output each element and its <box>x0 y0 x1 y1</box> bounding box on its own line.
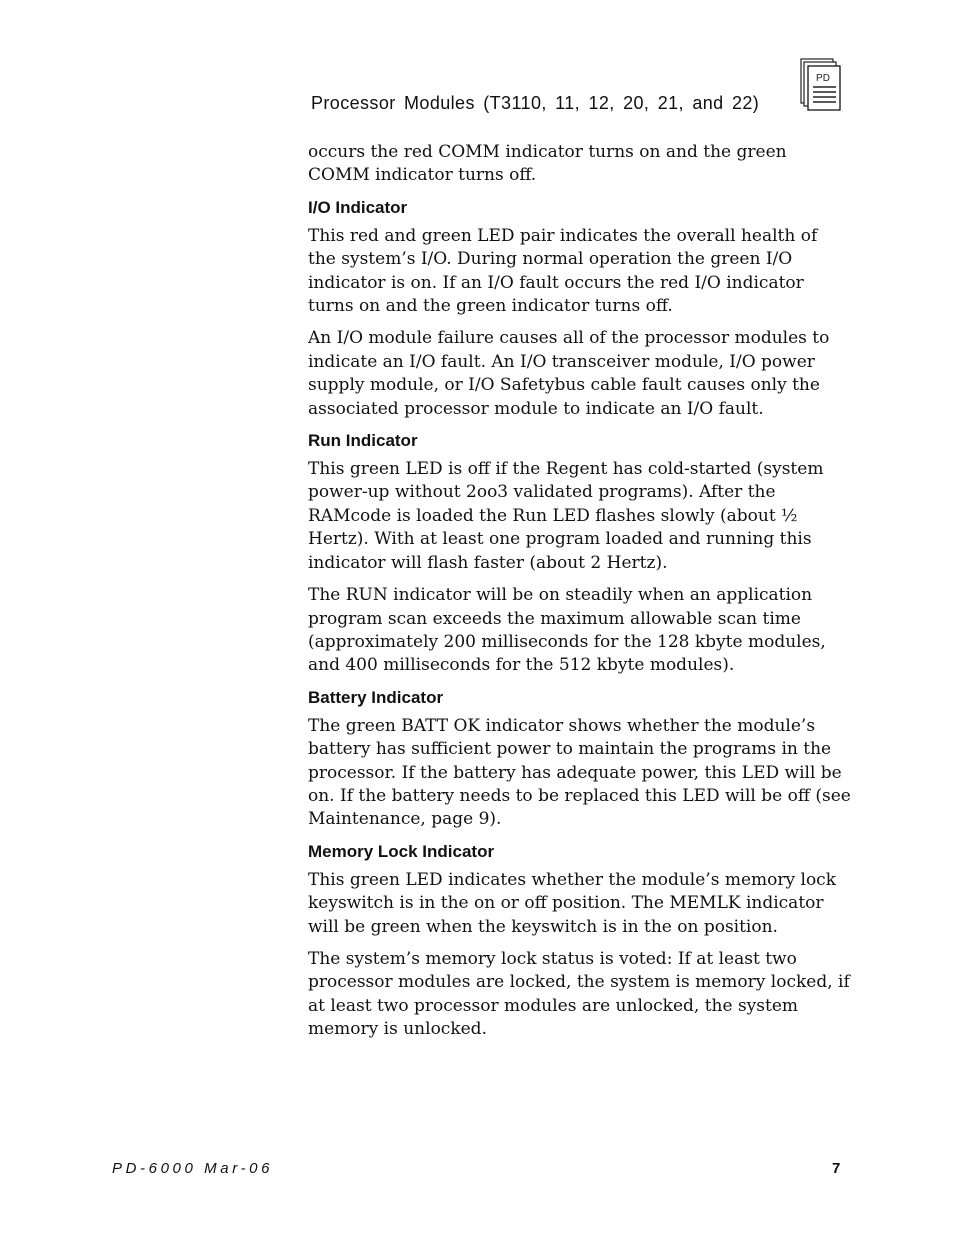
text-line: Hertz). With at least one program loaded and running this <box>308 529 812 550</box>
paragraph <box>308 715 851 832</box>
section-io-indicator <box>308 197 848 421</box>
text-line: processor modules are locked, the system is memory locked, if <box>308 972 850 993</box>
text-line: at least two processor modules are unlocked, the system <box>308 995 799 1016</box>
text-line: This green LED is off if the Regent has cold-started (system <box>308 459 824 480</box>
section-heading: Battery Indicator <box>308 687 444 707</box>
text-line: will be green when the keyswitch is in the on position. <box>308 916 778 937</box>
text-line: indicate an I/O fault. An I/O transceiver module, I/O power <box>308 351 815 372</box>
text-line: (approximately 200 milliseconds for the 128 kbyte modules, <box>308 631 826 652</box>
text-line: Maintenance, page 9). <box>308 809 502 830</box>
page-body <box>308 141 851 1051</box>
text-line: associated processor module to indicate an I/O fault. <box>308 398 764 419</box>
section-heading: I/O Indicator <box>308 197 408 217</box>
text-line: battery has sufficient power to maintain the programs in the <box>308 739 832 760</box>
text-line: An I/O module failure causes all of the processor modules to <box>308 328 830 349</box>
footer-doc-id: PD-6000 Mar-06 <box>112 1160 274 1177</box>
text-line: This green LED indicates whether the module’s memory lock <box>308 869 837 890</box>
text-line: on. If the battery needs to be replaced this LED will be off (see <box>308 785 851 806</box>
text-line: This red and green LED pair indicates the overall health of <box>308 225 818 246</box>
text-line: and 400 milliseconds for the 512 kbyte modules). <box>308 655 735 676</box>
paragraph <box>308 948 848 1042</box>
text-line: supply module, or I/O Safetybus cable fault causes only the <box>308 375 820 396</box>
paragraph <box>308 869 848 939</box>
text-line: keyswitch is in the on or off position. The MEMLK indicator <box>308 893 824 914</box>
page-header-title: Processor Modules (T3110, 11, 12, 20, 21, and 22) <box>311 93 760 113</box>
text-line: The system’s memory lock status is voted: If at least two <box>308 948 797 969</box>
text-line: The RUN indicator will be on steadily when an application <box>308 585 813 606</box>
text-line: power-up without 2oo3 validated programs). After the <box>308 482 776 503</box>
paragraph <box>308 327 848 421</box>
text-line: indicator will flash faster (about 2 Hertz). <box>308 552 668 573</box>
text-line: turns on and the green indicator turns off. <box>308 296 673 317</box>
section-heading: Run Indicator <box>308 431 418 451</box>
text-line: COMM indicator turns off. <box>308 165 537 186</box>
document-stack-icon <box>800 58 842 112</box>
text-line: processor. If the battery has adequate power, this LED will be <box>308 762 842 783</box>
text-line: occurs the red COMM indicator turns on and the green <box>308 142 787 162</box>
footer-page-number: 7 <box>832 1160 841 1177</box>
section-battery-indicator <box>308 687 851 832</box>
paragraph <box>308 225 848 319</box>
text-line: indicator is on. If an I/O fault occurs the red I/O indicator <box>308 272 804 293</box>
text-line: RAMcode is loaded the Run LED flashes slowly (about ½ <box>308 505 798 526</box>
intro-paragraph <box>308 141 848 188</box>
text-line: memory is unlocked. <box>308 1019 487 1040</box>
paragraph <box>308 458 848 575</box>
section-memory-lock-indicator <box>308 841 848 1042</box>
paragraph <box>308 584 848 678</box>
pd-icon-label: PD <box>816 73 830 84</box>
text-line: The green BATT OK indicator shows whether the module’s <box>308 715 816 736</box>
text-line: program scan exceeds the maximum allowable scan time <box>308 608 801 629</box>
section-heading: Memory Lock Indicator <box>308 841 495 861</box>
text-line: the system’s I/O. During normal operation the green I/O <box>308 249 793 270</box>
section-run-indicator <box>308 430 848 678</box>
